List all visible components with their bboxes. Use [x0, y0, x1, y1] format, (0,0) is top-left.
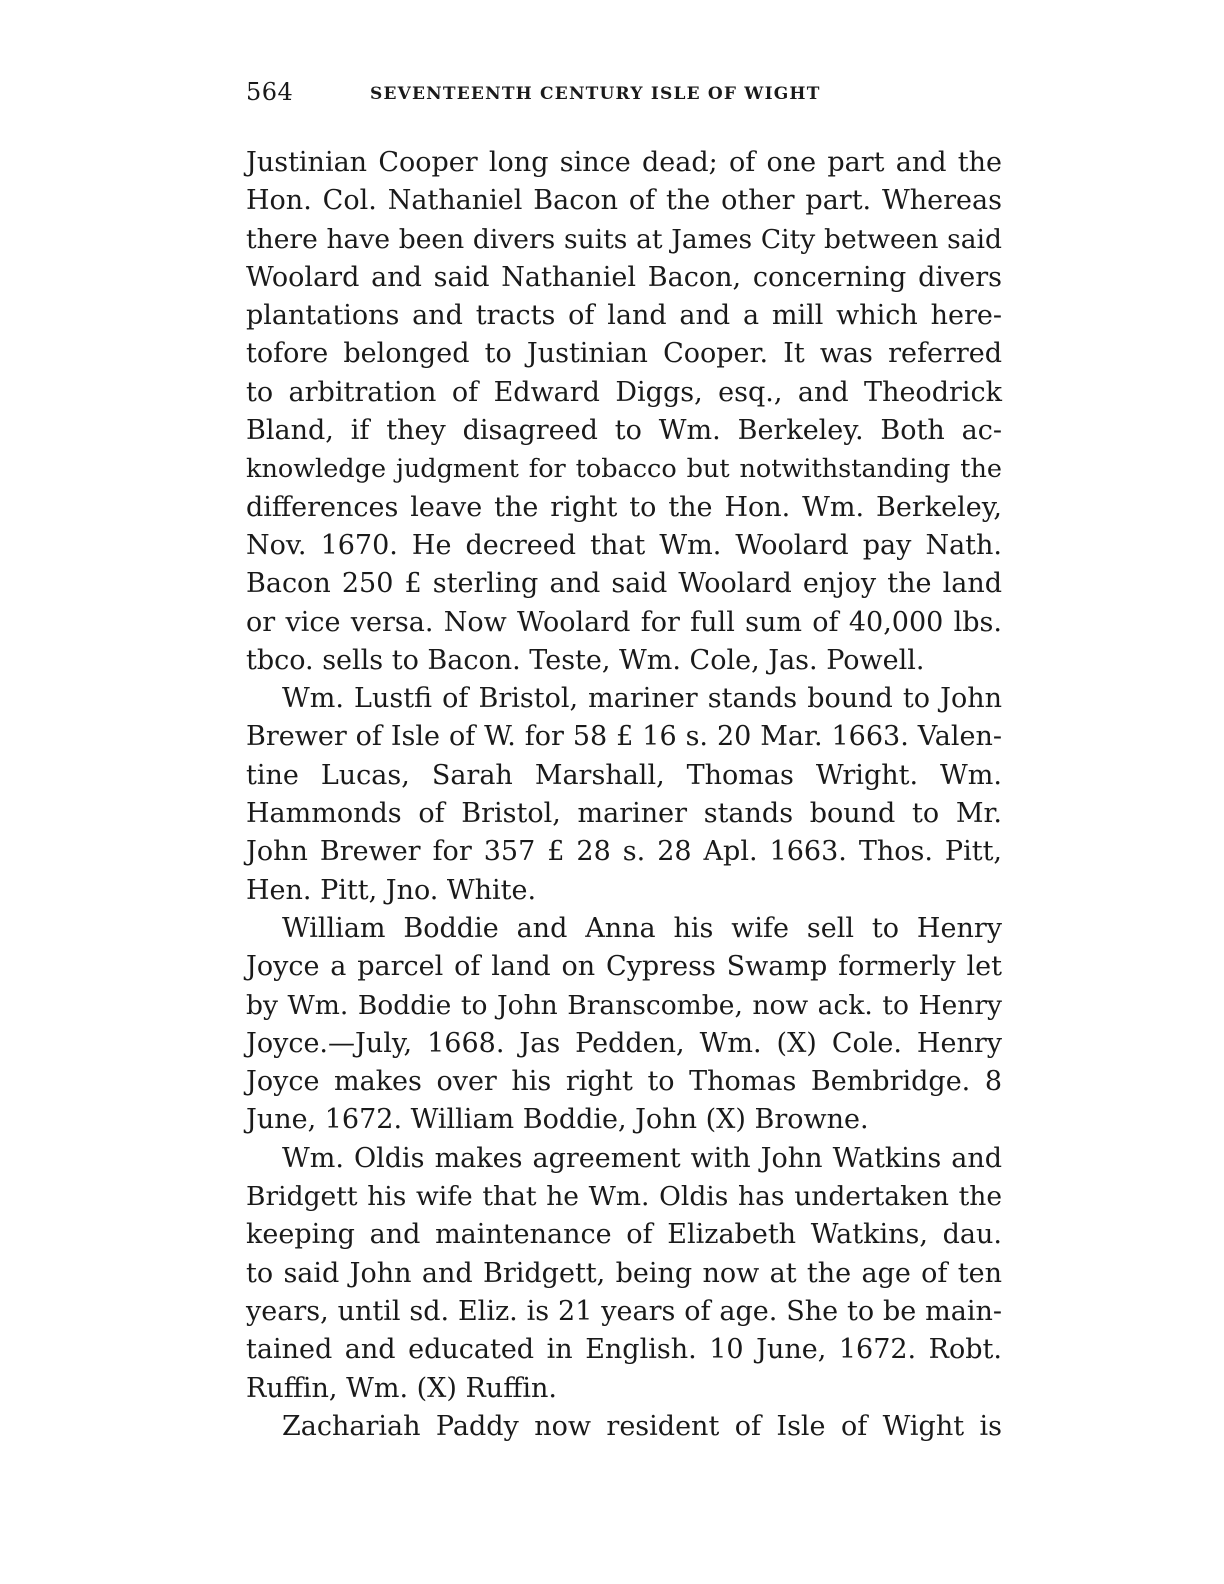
text-line: Woolard and said Nathaniel Bacon, concerning divers: [246, 261, 1002, 293]
text-line: Wm. Oldis makes agreement with John Watkins and: [282, 1142, 1002, 1174]
text-line: tbco. sells to Bacon. Teste, Wm. Cole, Jas. Powell.: [246, 644, 925, 676]
text-line: June, 1672. William Boddie, John (X) Browne.: [246, 1104, 869, 1136]
text-line: Hen. Pitt, Jno. White.: [246, 874, 537, 906]
book-page: [246, 78, 1002, 1446]
text-line: keeping and maintenance of Elizabeth Watkins, dau.: [246, 1219, 1002, 1251]
text-line: Hon. Col. Nathaniel Bacon of the other part. Whereas: [246, 185, 1002, 217]
text-line: Bridgett his wife that he Wm. Oldis has undertaken the: [246, 1181, 1002, 1213]
paragraph: [246, 1140, 1002, 1408]
running-title: SEVENTEENTH CENTURY ISLE OF WIGHT: [370, 84, 821, 104]
text-line: differences leave the right to the Hon. Wm. Berkeley,: [246, 491, 1002, 523]
text-line: Nov. 1670. He decreed that Wm. Woolard pay Nath.: [246, 529, 1002, 561]
text-line: Joyce a parcel of land on Cypress Swamp formerly let: [246, 951, 1002, 983]
text-line: Bacon 250 £ sterling and said Woolard enjoy the land: [246, 568, 1002, 600]
text-line: plantations and tracts of land and a mill which here-: [246, 300, 1002, 332]
text-line: Joyce makes over his right to Thomas Bembridge. 8: [246, 1066, 1002, 1098]
text-line: tine Lucas, Sarah Marshall, Thomas Wright. Wm.: [246, 759, 1002, 791]
text-line: tained and educated in English. 10 June, 1672. Robt.: [246, 1334, 1002, 1366]
text-line: Ruffin, Wm. (X) Ruffin.: [246, 1372, 557, 1404]
text-line: tofore belonged to Justinian Cooper. It was referred: [246, 338, 1002, 370]
text-line: Zachariah Paddy now resident of Isle of Wight is: [282, 1410, 1002, 1442]
paragraph: [246, 1408, 1002, 1446]
text-line: John Brewer for 357 £ 28 s. 28 Apl. 1663. Thos. Pitt,: [246, 836, 1002, 868]
text-line: there have been divers suits at James City between said: [246, 223, 1002, 255]
text-line: by Wm. Boddie to John Branscombe, now ack. to Henry: [246, 989, 1002, 1021]
paragraph: [246, 680, 1002, 910]
text-line: to said John and Bridgett, being now at the age of ten: [246, 1257, 1002, 1289]
paragraph: [246, 910, 1002, 1140]
text-line: Justinian Cooper long since dead; of one part and the: [246, 147, 1002, 178]
running-head: [246, 78, 1002, 118]
page-number: 564: [246, 78, 294, 106]
text-line: knowledge judgment for tobacco but notwithstanding the: [246, 454, 1002, 485]
text-line: or vice versa. Now Woolard for full sum of 40,000 lbs.: [246, 606, 1002, 638]
text-line: to arbitration of Edward Diggs, esq., and Theodrick: [246, 376, 1002, 408]
text-line: Wm. Lustfi of Bristol, mariner stands bound to John: [282, 683, 1002, 715]
text-line: Hammonds of Bristol, mariner stands bound to Mr.: [246, 798, 1002, 830]
text-line: Bland, if they disagreed to Wm. Berkeley. Both ac-: [246, 415, 1002, 447]
text-line: Brewer of Isle of W. for 58 £ 16 s. 20 Mar. 1663. Valen-: [246, 721, 1002, 753]
text-line: Joyce.—July, 1668. Jas Pedden, Wm. (X) Cole. Henry: [246, 1027, 1002, 1059]
paragraph: [246, 144, 1002, 680]
text-line: William Boddie and Anna his wife sell to Henry: [282, 912, 1002, 944]
text-line: years, until sd. Eliz. is 21 years of age. She to be main-: [246, 1295, 1002, 1327]
body-text: [246, 144, 1002, 1446]
